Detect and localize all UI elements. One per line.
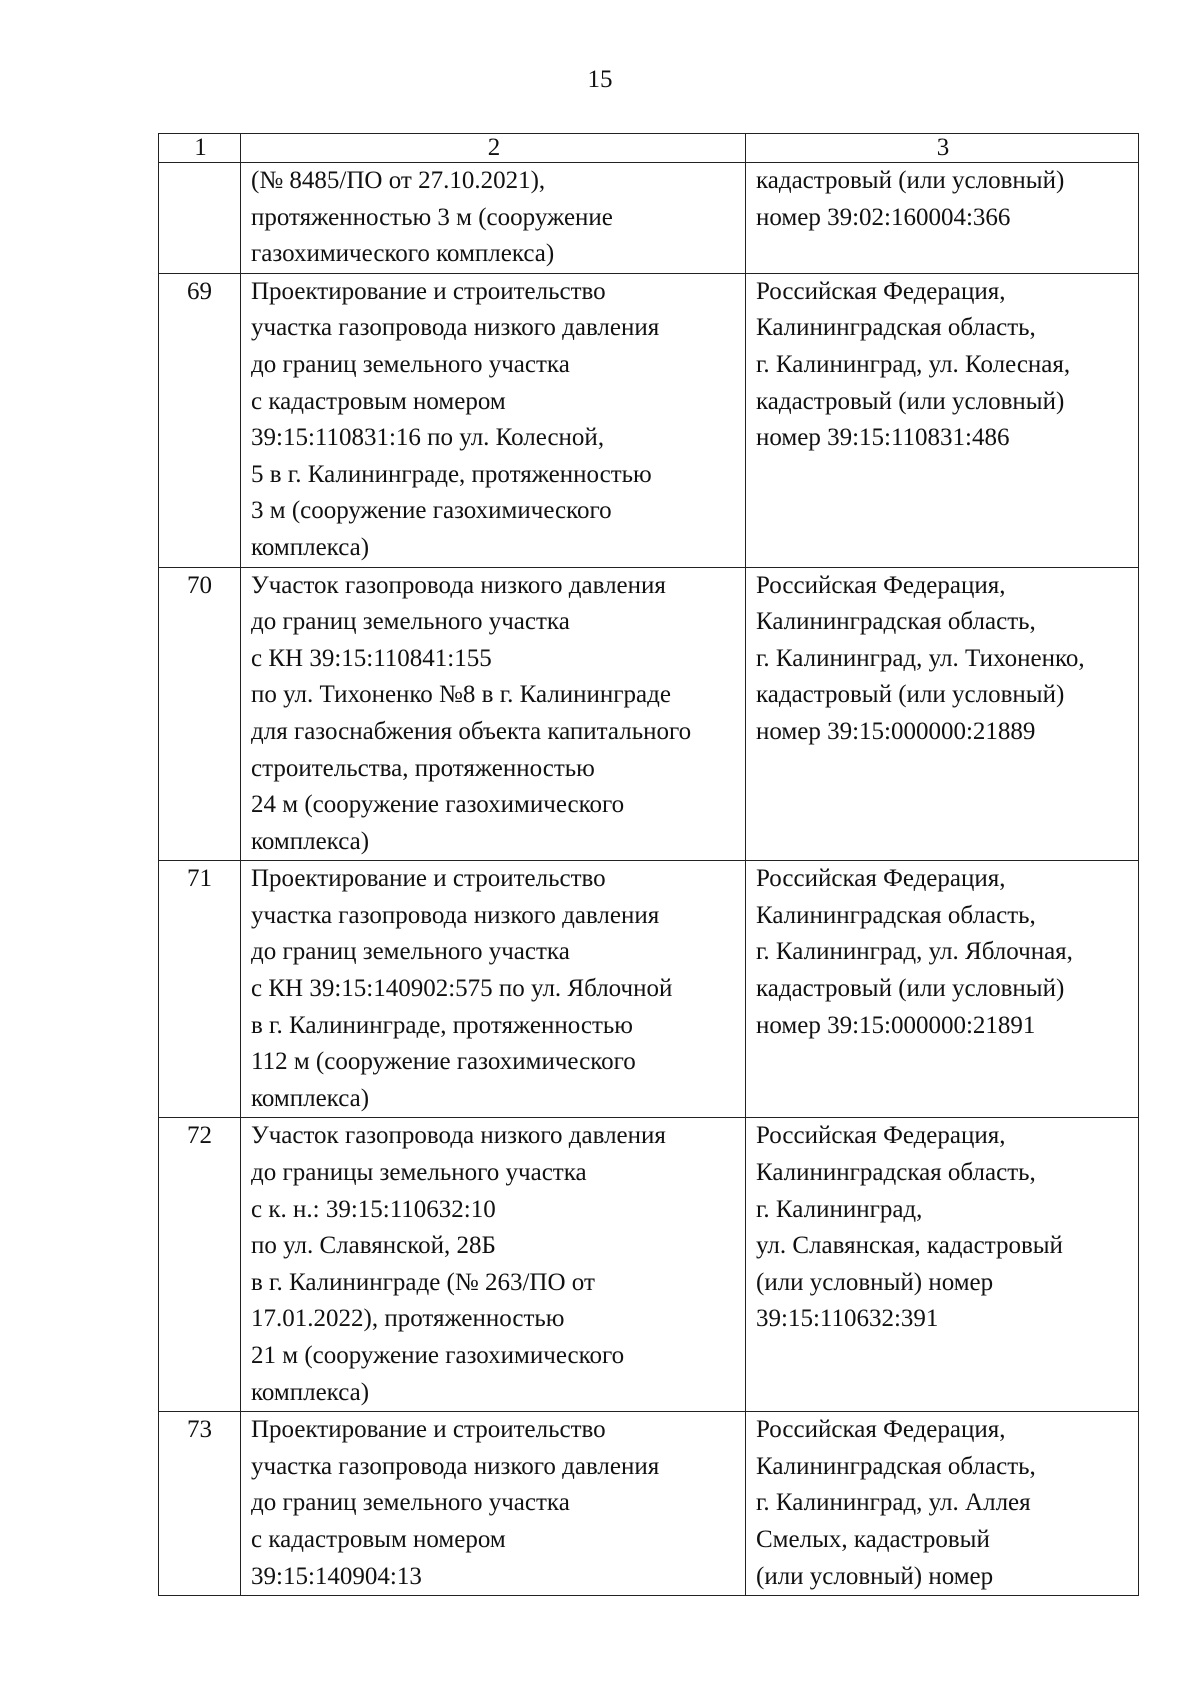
description-line: 5 в г. Калининграде, протяженностью — [251, 460, 652, 488]
row-number: 69 — [159, 273, 241, 567]
description-line: в г. Калининграде, протяженностью — [251, 1011, 633, 1039]
location-line: Российская Федерация, — [756, 865, 1006, 893]
location-line: Калининградская область, — [756, 901, 1036, 929]
description-line: с кадастровым номером — [251, 387, 506, 415]
description-line: комплекса) — [251, 1084, 370, 1112]
description-line: комплекса) — [251, 827, 370, 855]
location-line: номер 39:15:000000:21891 — [756, 1011, 1036, 1039]
table-row — [159, 273, 1139, 567]
objects-table — [158, 133, 1139, 1596]
table-row — [159, 567, 1139, 861]
location-line: г. Калининград, ул. Колесная, — [756, 350, 1071, 378]
object-description — [241, 567, 746, 861]
location-line: кадастровый (или условный) — [756, 167, 1065, 194]
header-col-1: 1 — [159, 134, 241, 163]
table-row — [159, 861, 1139, 1118]
object-location — [746, 273, 1139, 567]
description-line: участка газопровода низкого давления — [251, 314, 660, 342]
description-line: Проектирование и строительство — [251, 865, 606, 893]
description-line: 17.01.2022), протяженностью — [251, 1305, 565, 1333]
description-line: в г. Калининграде (№ 263/ПО от — [251, 1268, 595, 1296]
header-col-2: 2 — [241, 134, 746, 163]
location-line: Российская Федерация, — [756, 277, 1006, 305]
row-number: 70 — [159, 567, 241, 861]
description-line: до границы земельного участка — [251, 1159, 587, 1187]
object-description — [241, 1118, 746, 1412]
description-line: 39:15:110831:16 по ул. Колесной, — [251, 424, 605, 452]
location-line: г. Калининград, ул. Яблочная, — [756, 938, 1073, 966]
object-location — [746, 1412, 1139, 1596]
location-line: номер 39:15:110831:486 — [756, 424, 1010, 452]
object-description — [241, 1412, 746, 1596]
location-line: номер 39:02:160004:366 — [756, 203, 1011, 231]
description-line: Проектирование и строительство — [251, 1416, 606, 1444]
description-line: 24 м (сооружение газохимического — [251, 791, 625, 819]
location-line: Калининградская область, — [756, 314, 1036, 342]
location-line: Калининградская область, — [756, 1452, 1036, 1480]
location-line: г. Калининград, ул. Аллея — [756, 1489, 1031, 1517]
location-line: кадастровый (или условный) — [756, 975, 1065, 1003]
description-line: для газоснабжения объекта капитального — [251, 717, 692, 745]
object-description — [241, 163, 746, 274]
location-line: Смелых, кадастровый — [756, 1525, 990, 1553]
location-line: 39:15:110632:391 — [756, 1305, 939, 1333]
header-col-3: 3 — [746, 134, 1139, 163]
row-number: 71 — [159, 861, 241, 1118]
description-line: Участок газопровода низкого давления — [251, 1122, 666, 1150]
object-location — [746, 861, 1139, 1118]
location-line: ул. Славянская, кадастровый — [756, 1232, 1063, 1260]
location-line: Российская Федерация, — [756, 571, 1006, 599]
page-number: 15 — [587, 66, 613, 93]
description-line: 21 м (сооружение газохимического — [251, 1342, 625, 1369]
location-line: Российская Федерация, — [756, 1122, 1006, 1150]
description-line: с КН 39:15:110841:155 — [251, 644, 492, 672]
description-line: комплекса) — [251, 533, 370, 561]
description-line: протяженностью 3 м (сооружение — [251, 203, 613, 231]
object-location — [746, 567, 1139, 861]
description-line: с кадастровым номером — [251, 1525, 506, 1553]
description-line: с к. н.: 39:15:110632:10 — [251, 1195, 496, 1223]
location-line: Калининградская область, — [756, 608, 1036, 636]
location-line: Российская Федерация, — [756, 1416, 1006, 1444]
description-line: Проектирование и строительство — [251, 277, 606, 305]
object-description — [241, 273, 746, 567]
description-line: 112 м (сооружение газохимического — [251, 1048, 636, 1076]
location-line: (или условный) номер — [756, 1268, 994, 1296]
description-line: по ул. Славянской, 28Б — [251, 1232, 496, 1260]
location-line: кадастровый (или условный) — [756, 387, 1065, 415]
description-line: до границ земельного участка — [251, 608, 570, 636]
description-line: с КН 39:15:140902:575 по ул. Яблочной — [251, 975, 673, 1003]
table-header-row — [159, 134, 1139, 163]
table-row — [159, 163, 1139, 274]
description-line: участка газопровода низкого давления — [251, 901, 660, 929]
description-line: 39:15:140904:13 — [251, 1562, 422, 1590]
location-line: г. Калининград, — [756, 1195, 923, 1223]
location-line: номер 39:15:000000:21889 — [756, 717, 1036, 745]
location-line: (или условный) номер — [756, 1562, 994, 1590]
description-line: газохимического комплекса) — [251, 240, 555, 268]
location-line: г. Калининград, ул. Тихоненко, — [756, 644, 1085, 672]
row-number — [159, 163, 241, 274]
description-line: строительства, протяженностью — [251, 754, 595, 782]
table-row — [159, 1412, 1139, 1596]
object-description — [241, 861, 746, 1118]
description-line: участка газопровода низкого давления — [251, 1452, 660, 1480]
description-line: до границ земельного участка — [251, 350, 570, 378]
description-line: по ул. Тихоненко №8 в г. Калининграде — [251, 681, 671, 709]
description-line: до границ земельного участка — [251, 938, 570, 966]
location-line: кадастровый (или условный) — [756, 681, 1065, 709]
description-line: до границ земельного участка — [251, 1489, 570, 1517]
row-number: 73 — [159, 1412, 241, 1596]
description-line: комплекса) — [251, 1378, 370, 1406]
location-line: Калининградская область, — [756, 1159, 1036, 1187]
row-number: 72 — [159, 1118, 241, 1412]
description-line: 3 м (сооружение газохимического — [251, 497, 612, 525]
table-row — [159, 1118, 1139, 1412]
description-line: Участок газопровода низкого давления — [251, 571, 666, 599]
description-line: (№ 8485/ПО от 27.10.2021), — [251, 167, 546, 194]
object-location — [746, 1118, 1139, 1412]
object-location — [746, 163, 1139, 274]
